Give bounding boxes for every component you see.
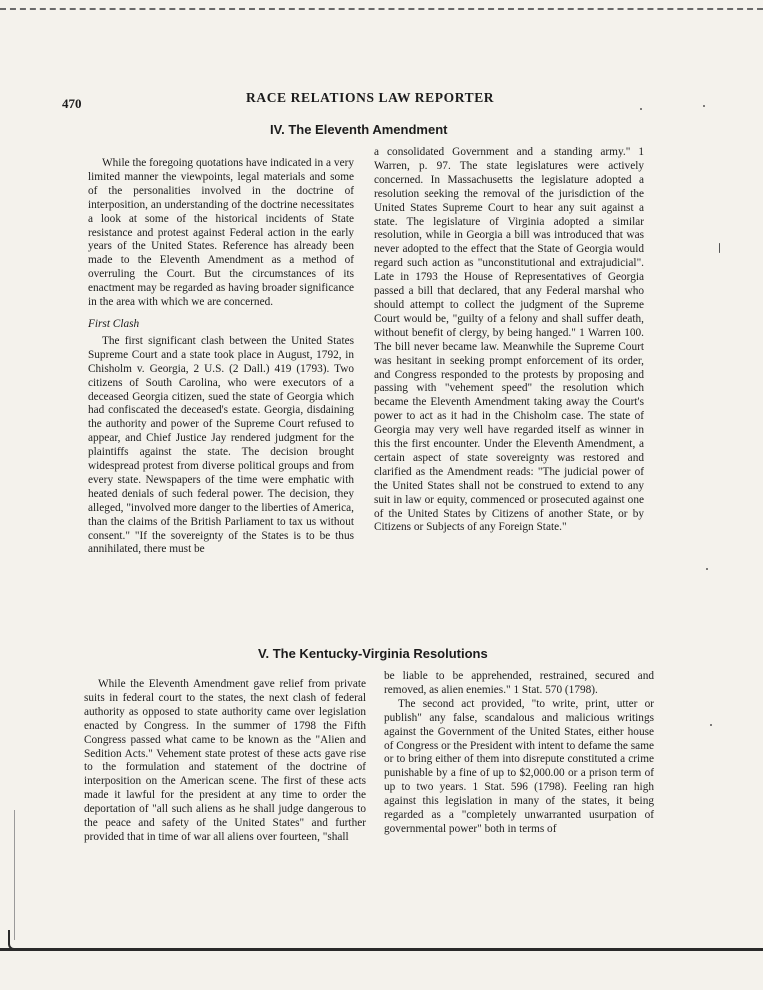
corner-mark: [8, 930, 30, 950]
paragraph: While the Eleventh Amendment gave relief from private suits in federal court to the states, the next clash of federal authority as opposed to state authority came over legislation enacted by Congress. In the summer of 1798 the Fifth Congress passed what came to be known as the "Alien and Sedition Acts." Vehement state protest of these acts gave rise to the formulation and statement of the doctrine of interposition on the American scene. The first of these acts made it lawful for the president at any time to order the deportation of "all such aliens as he shall judge dangerous to the peace and safety of the United States" and further provided that in time of war all aliens over fourteen, "shall: [84, 678, 366, 843]
page-number: 470: [62, 96, 82, 111]
running-head: RACE RELATIONS LAW REPORTER: [246, 90, 495, 105]
paragraph: a consolidated Government and a standing army." 1 Warren, p. 97. The state legislatures were actively concerned. In Massachusetts the legislature adopted a resolution seeking the removal of the jurisdiction of the United States Supreme Court to hear any suit against a state. The legislature of Virginia adopted a similar resolution, while in Georgia a bill was introduced that was never adopted to the effect that the State of Georgia would regard such action as "unconstitutional and extrajudicial". Late in 1793 the House of Representatives of Georgia passed a bill that declared, that any Federal marshal who should attempt to collect the judgment of the Supreme Court would be, "guilty of a felony and shall suffer death, without benefit of clergy, by being hanged." 1 Warren 100. The bill never became law. Meanwhile the Supreme Court was hesitant in seeking prompt enforcement of its order, and Congress responded to the protests by proposing and passing with "vehement speed" the resolution which became the Eleventh Amendment taking away the Court's power to act as it had in the Chisholm case. The state of Georgia may very well have regarded itself as winner in this the first encounter. Under the Eleventh Amendment, a certain aspect of state sovereignty was restored and clarified as the Amendment reads: "The judicial power of the United States shall not be construed to extend to any suit in law or equity, commenced or prosecuted against one of the United States by Citizens of another State, or by Citizens or Subjects of any Foreign State.": [374, 146, 644, 534]
scan-speck: [640, 108, 642, 110]
scan-speck: [703, 105, 705, 107]
scan-speck: [719, 243, 720, 253]
paragraph: The first significant clash between the United States Supreme Court and a state took place in August, 1792, in Chisholm v. Georgia, 2 U.S. (2 Dall.) 419 (1793). Two citizens of South Carolina, who were executors of a deceased Georgia citizen, sued the state of Georgia which had confiscated the deceased's estate. Georgia, disdaining the authority and power of the Supreme Court refused to appear, and Chief Justice Jay rendered judgment for the plaintiffs against the state. The decision brought widespread protest from diverse political groups and from every state. Newspapers of the time were emphatic with heated denials of such federal power. The decision, they alleged, "involved more danger to the liberties of America, than the claims of the British Parliament to tax us without consent." "If the sovereignty of the States is to be thus annihilated, there must be: [88, 334, 354, 556]
scan-speck: [706, 568, 708, 570]
section-iv-title: IV. The Eleventh Amendment: [270, 122, 448, 137]
section-iv-right-column: [374, 146, 644, 535]
paragraph: The second act provided, "to write, print, utter or publish" any false, scandalous and malicious writings against the Government of the United States, either house of Congress or the President with intent to defame the same or to bring either of them into disrepute constituted a crime punishable by a fine of up to $2,000.00 or a prison term of up to two years. 1 Stat. 596 (1798). Feeling ran high against this legislation in many of the states, it being regarded as a "completely unwarranted usurpation of governmental power" both in terms of: [384, 697, 654, 835]
section-v-left-column: [84, 678, 366, 845]
bottom-border: [0, 948, 763, 951]
paragraph: be liable to be apprehended, restrained, secured and removed, as alien enemies." 1 Stat. 570 (1798).: [384, 670, 654, 696]
section-iv-left-column: [88, 157, 354, 557]
margin-line: [14, 810, 15, 940]
paragraph: While the foregoing quotations have indicated in a very limited manner the viewpoints, legal materials and some of the personalities involved in the doctrine of interposition, an understanding of the doctrine necessitates a look at some of the historical incidents of State resistance and protest against Federal action in the early years of the United States. Reference has already been made to the Eleventh Amendment as a method of overruling the Court. But the circumstances of its enactment may be regarded as having broader significance in the area with which we are concerned.: [88, 157, 354, 309]
top-border: [0, 8, 763, 10]
scan-speck: [710, 724, 712, 726]
subheading-first-clash: First Clash: [88, 317, 140, 330]
section-v-title: V. The Kentucky-Virginia Resolutions: [258, 646, 488, 661]
section-v-right-column: [384, 670, 654, 837]
